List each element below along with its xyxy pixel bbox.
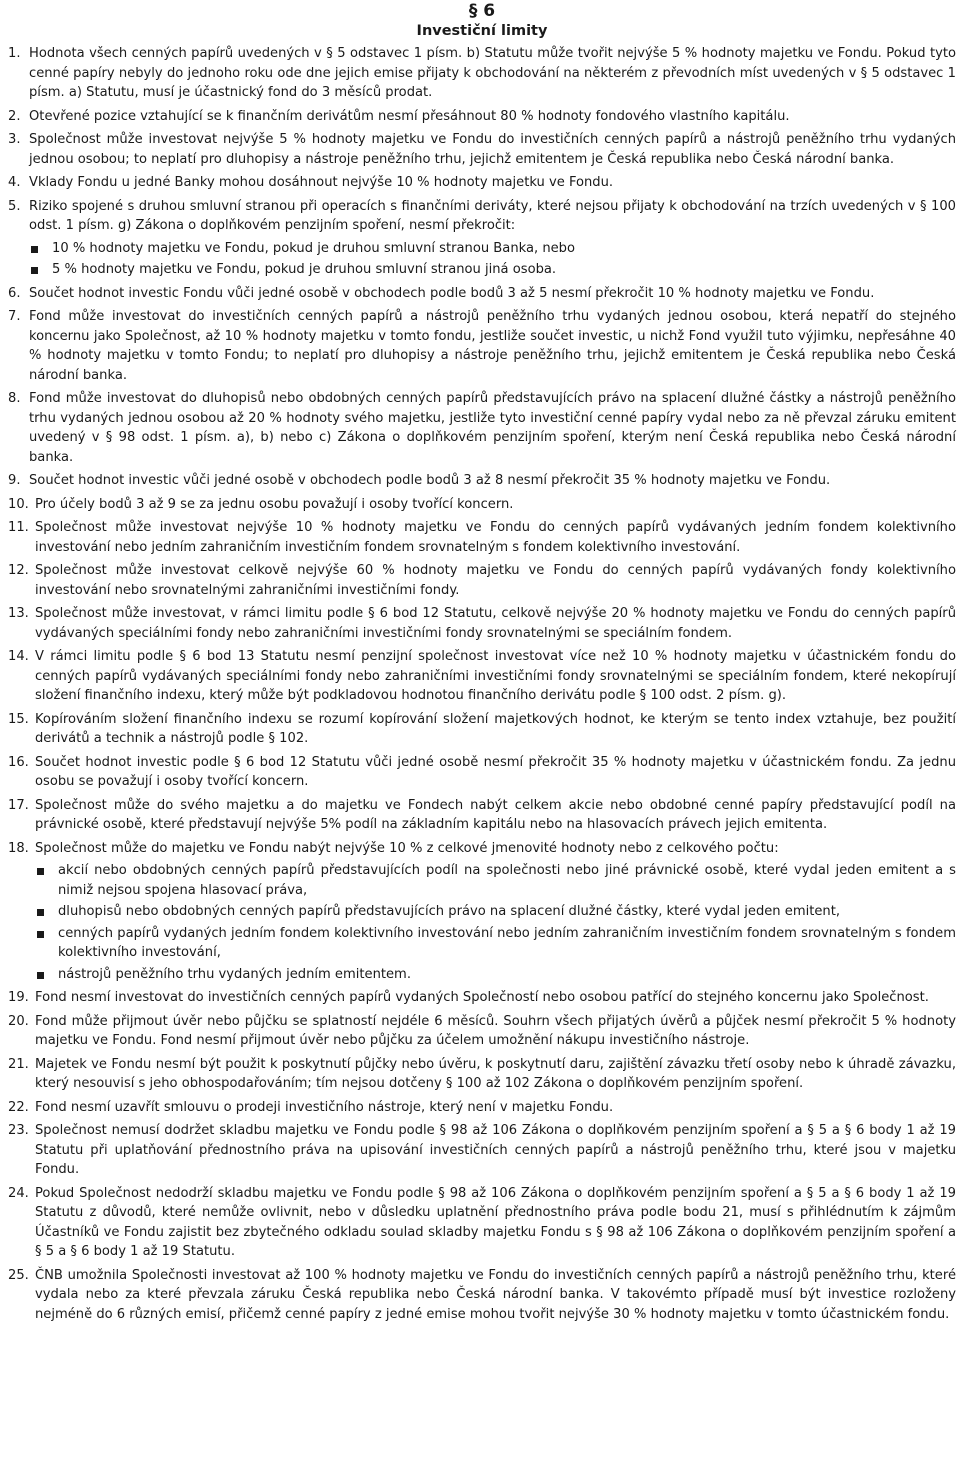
item-text: Kopírováním složení finančního indexu se rozumí kopírování složení majetkových hodnot, ke kterým se tento index vztahuje, bez použití derivátů a technik a nástrojů podle § 102. bbox=[35, 711, 956, 746]
bullet-list bbox=[29, 239, 956, 280]
item-number: 13. bbox=[8, 606, 29, 621]
item-number: 17. bbox=[8, 797, 29, 813]
item-body bbox=[35, 988, 956, 1008]
item-number: 21. bbox=[8, 1056, 29, 1072]
item-text: Součet hodnot investic podle § 6 bod 12 Statutu vůči jedné osobě nesmí překročit 35 % hodnoty majetku v účastnickém fondu. Za jednu osobu se považují i osoby tvořící koncern. bbox=[35, 754, 956, 789]
item-body bbox=[35, 495, 956, 515]
item-body bbox=[35, 1098, 956, 1118]
square-bullet-icon bbox=[37, 909, 44, 916]
item-number: 20. bbox=[8, 1013, 29, 1029]
list-item bbox=[8, 130, 956, 169]
bullet-text: cenných papírů vydaných jedním fondem kolektivního investování nebo jedním zahraničním investičním fondem srovnatelným s fondem kolektivního investování, bbox=[58, 925, 956, 960]
item-number: 5. bbox=[8, 198, 21, 214]
list-item bbox=[8, 197, 956, 280]
item-text: Pokud Společnost nedodrží skladbu majetku ve Fondu podle § 98 až 106 Zákona o doplňkovém penzijním spoření a § 5 a § 6 body 1 až 19 Statutu z důvodů, které nemůže ovlivnit, nebo v důsledku uplatnění přednostního práva podle bodu 21, musí s přihlédnutím k zájmům Účastníků ve Fondu zajistit bez zbytečného odkladu soulad skladby majetku Fondu s § 98 až 106 Zákona o doplňkovém penzijním spoření a § 5 a § 6 body 1 až 19 Statutu. bbox=[35, 1185, 956, 1259]
item-number: 3. bbox=[8, 132, 21, 147]
bullet-item bbox=[35, 861, 956, 900]
item-body bbox=[35, 710, 956, 749]
list-item bbox=[8, 107, 956, 127]
item-body bbox=[35, 1184, 956, 1262]
item-number: 15. bbox=[8, 711, 29, 727]
item-number: 4. bbox=[8, 175, 21, 190]
bullet-item bbox=[29, 239, 956, 259]
item-text: Společnost může investovat celkově nejvýše 60 % hodnoty majetku ve Fondu do cenných papírů vydávaných fondy kolektivního investování nebo srovnatelnými zahraničními investičními fondy. bbox=[35, 563, 956, 598]
item-text: Vklady Fondu u jedné Banky mohou dosáhnout nejvýše 10 % hodnoty majetku ve Fondu. bbox=[29, 175, 614, 190]
item-text: Fond může investovat do dluhopisů nebo obdobných cenných papírů představujících právo na splacení dlužné částky a nástrojů peněžního trhu vydaných jednou osobou až 20 % hodnoty svého majetku, jestliže tyto investiční cenné papíry vydal nebo za ně převzal záruku emitent uvedený v § 98 odst. 1 písm. a), b) nebo c) Zákona o doplňkovém penzijním spoření, kterým není Česká republika nebo Česká národní banka. bbox=[29, 391, 956, 465]
item-number: 10. bbox=[8, 496, 29, 512]
item-text: Společnost může do svého majetku a do majetku ve Fondech nabýt celkem akcie nebo obdobné cenné papíry představující podíl na právnické osobě, které představují nejvýše 5% podíl na základním kapitálu nebo na hlasovacích právech jejich emitenta. bbox=[35, 797, 956, 832]
item-body bbox=[35, 1012, 956, 1051]
item-text: Fond může přijmout úvěr nebo půjčku se splatností nejdéle 6 měsíců. Souhrn všech přijatých úvěrů a půjček nesmí překročit 5 % hodnoty majetku ve Fondu. Fond nesmí přijmout úvěr nebo půjčku za účelem umožnění nákupu investičního nástroje. bbox=[35, 1013, 956, 1048]
list-item bbox=[8, 753, 956, 792]
item-body bbox=[35, 647, 956, 706]
list-item bbox=[8, 1098, 956, 1118]
item-number: 25. bbox=[8, 1267, 29, 1283]
list-item bbox=[8, 284, 956, 304]
item-number: 23. bbox=[8, 1123, 29, 1138]
list-item bbox=[8, 44, 956, 103]
item-body bbox=[35, 1266, 956, 1325]
item-body bbox=[29, 107, 956, 127]
item-body bbox=[35, 1121, 956, 1180]
section-number: § 6 bbox=[468, 1, 496, 21]
item-text: Fond nesmí uzavřít smlouvu o prodeji investičního nástroje, který není v majetku Fondu. bbox=[35, 1099, 614, 1115]
list-item bbox=[8, 173, 956, 193]
item-number: 9. bbox=[8, 473, 21, 488]
item-number: 14. bbox=[8, 649, 29, 664]
section-title: Investiční limity bbox=[416, 23, 548, 39]
list-item bbox=[8, 471, 956, 491]
item-text: Majetek ve Fondu nesmí být použit k poskytnutí půjčky nebo úvěru, k poskytnutí daru, zajištění závazku třetí osoby nebo k úhradě závazku, který nesouvisí s jeho obhospodařováním; tím nejsou dotčeny § 100 až 102 Zákona o doplňkovém penzijním spoření. bbox=[35, 1056, 956, 1091]
bullet-text: nástrojů peněžního trhu vydaných jedním emitentem. bbox=[58, 966, 411, 982]
item-text: Fond nesmí investovat do investičních cenných papírů vydaných Společností nebo osobou patřící do stejného koncernu jako Společnost. bbox=[35, 990, 929, 1005]
item-text: Společnost může investovat, v rámci limitu podle § 6 bod 12 Statutu, celkově nejvýše 20 % hodnoty majetku ve Fondu do cenných papírů vydávaných speciálními fondy nebo zahraničními investičními fondy srovnatelnými se speciálním fondem. bbox=[35, 606, 956, 641]
list-item bbox=[8, 647, 956, 706]
list-item bbox=[8, 1121, 956, 1180]
list-item bbox=[8, 307, 956, 385]
square-bullet-icon bbox=[37, 972, 44, 979]
item-body bbox=[29, 130, 956, 169]
square-bullet-icon bbox=[31, 246, 38, 253]
square-bullet-icon bbox=[37, 931, 44, 938]
section-header bbox=[8, 0, 956, 40]
bullet-item bbox=[35, 965, 956, 985]
bullet-item bbox=[29, 260, 956, 280]
list-item bbox=[8, 604, 956, 643]
list-item bbox=[8, 389, 956, 467]
item-text: ČNB umožnila Společnosti investovat až 100 % hodnoty majetku ve Fondu do investičních cenných papírů a nástrojů peněžního trhu, které vydala nebo za které převzala záruku Česká republika nebo Česká národní banka. V takovémto případě musí být investice rozloženy nejméně do 6 různých emisí, přičemž cenné papíry z jedné emise mohou tvořit nejvýše 30 % hodnoty majetku v tomto účastnickém fondu. bbox=[35, 1267, 956, 1322]
item-number: 6. bbox=[8, 285, 21, 301]
list-item bbox=[8, 1055, 956, 1094]
bullet-item bbox=[35, 902, 956, 922]
list-item bbox=[8, 561, 956, 600]
item-text: Otevřené pozice vztahující se k finančním derivátům nesmí přesáhnout 80 % hodnoty fondového vlastního kapitálu. bbox=[29, 108, 790, 124]
item-text: Hodnota všech cenných papírů uvedených v § 5 odstavec 1 písm. b) Statutu může tvořit nejvýše 5 % hodnoty majetku ve Fondu. Pokud tyto cenné papíry nebyly do jednoho roku ode dne jejich emise přijaty k obchodování na některém z převodních míst uvedených v § 5 odstavec 1 písm. a) Statutu, musí je účastnický fond do 3 měsíců prodat. bbox=[29, 46, 956, 100]
item-text: Společnost nemusí dodržet skladbu majetku ve Fondu podle § 98 až 106 Zákona o doplňkovém penzijním spoření a § 5 a § 6 body 1 až 19 Statutu při uplatňování přednostního práva na upisování investičních cenných papírů a nástrojů peněžního trhu, které jsou v majetku Fondu. bbox=[35, 1123, 956, 1177]
item-number: 12. bbox=[8, 563, 29, 578]
square-bullet-icon bbox=[31, 267, 38, 274]
item-text: Riziko spojené s druhou smluvní stranou při operacích s finančními deriváty, které nejsou přijaty k obchodování na trzích uvedených v § 100 odst. 1 písm. g) Zákona o doplňkovém penzijním spoření, nesmí překročit: bbox=[29, 198, 956, 233]
list-item bbox=[8, 1266, 956, 1325]
item-number: 18. bbox=[8, 840, 29, 856]
item-number: 24. bbox=[8, 1185, 29, 1201]
item-number: 1. bbox=[8, 46, 21, 61]
item-body bbox=[35, 604, 956, 643]
item-body bbox=[29, 44, 956, 103]
item-text: Součet hodnot investic vůči jedné osobě v obchodech podle bodů 3 až 8 nesmí překročit 35 % hodnoty majetku ve Fondu. bbox=[29, 473, 831, 488]
list-item bbox=[8, 796, 956, 835]
item-text: Fond může investovat do investičních cenných papírů a nástrojů peněžního trhu vydaných jednou osobou, která nepatří do stejného koncernu jako Společnost, až 10 % hodnoty majetku v tomto fondu, jestliže součet investic, u nichž Fond využil tuto výjimku, nepřesáhne 40 % hodnoty majetku v tomto Fondu; to neplatí pro dluhopisy a nástroje peněžního trhu, jejichž emitentem je Česká republika nebo Česká národní banka. bbox=[29, 309, 956, 383]
item-number: 2. bbox=[8, 108, 21, 124]
item-body bbox=[35, 753, 956, 792]
item-text: V rámci limitu podle § 6 bod 13 Statutu nesmí penzijní společnost investovat více než 10 % hodnoty majetku v účastnickém fondu do cenných papírů vydávaných speciálními fondy nebo zahraničními investičními fondy srovnatelnými se speciálním fondem, které nekopírují složení finančního indexu, který může být podkladovou hodnotou finančního derivátu podle § 100 odst. 2 písm. g). bbox=[35, 649, 956, 703]
bullet-text: dluhopisů nebo obdobných cenných papírů představujících právo na splacení dlužné částky, které vydal jeden emitent, bbox=[58, 904, 841, 919]
bullet-list bbox=[35, 861, 956, 984]
bullet-text: 5 % hodnoty majetku ve Fondu, pokud je druhou smluvní stranou jiná osoba. bbox=[52, 262, 557, 277]
item-text: Společnost může investovat nejvýše 10 % hodnoty majetku ve Fondu do cenných papírů vydávaných jedním fondem kolektivního investování nebo jedním zahraničním investičním fondem srovnatelným s fondem kolektivního investování. bbox=[35, 520, 956, 555]
item-text: Společnost může do majetku ve Fondu nabýt nejvýše 10 % z celkové jmenovité hodnoty nebo z celkového počtu: bbox=[35, 840, 779, 856]
item-text: Společnost může investovat nejvýše 5 % hodnoty majetku ve Fondu do investičních cenných papírů a nástrojů peněžního trhu vydaných jednou osobou; to neplatí pro dluhopisy a nástroje peněžního trhu, jejichž emitentem je Česká republika nebo Česká národní banka. bbox=[29, 132, 956, 167]
limits-list bbox=[8, 44, 956, 1324]
item-number: 8. bbox=[8, 391, 21, 406]
item-number: 16. bbox=[8, 754, 29, 770]
item-body bbox=[29, 389, 956, 467]
bullet-item bbox=[35, 924, 956, 963]
item-number: 11. bbox=[8, 520, 29, 535]
list-item bbox=[8, 1184, 956, 1262]
item-text: Součet hodnot investic Fondu vůči jedné osobě v obchodech podle bodů 3 až 5 nesmí překročit 10 % hodnoty majetku ve Fondu. bbox=[29, 285, 875, 301]
item-body bbox=[35, 839, 956, 985]
list-item bbox=[8, 1012, 956, 1051]
item-body bbox=[29, 284, 956, 304]
item-body bbox=[29, 471, 956, 491]
item-body bbox=[35, 1055, 956, 1094]
item-number: 19. bbox=[8, 990, 29, 1005]
list-item bbox=[8, 518, 956, 557]
item-body bbox=[35, 518, 956, 557]
item-body bbox=[35, 561, 956, 600]
item-text: Pro účely bodů 3 až 9 se za jednu osobu považují i osoby tvořící koncern. bbox=[35, 496, 514, 512]
list-item bbox=[8, 710, 956, 749]
item-body bbox=[29, 173, 956, 193]
item-number: 7. bbox=[8, 309, 21, 324]
item-number: 22. bbox=[8, 1099, 29, 1115]
list-item bbox=[8, 988, 956, 1008]
item-body bbox=[29, 307, 956, 385]
list-item bbox=[8, 839, 956, 985]
bullet-text: akcií nebo obdobných cenných papírů představujících podíl na společnosti nebo jiné právnické osobě, které vydal jeden emitent a s nimiž nejsou spojena hlasovací práva, bbox=[58, 863, 956, 898]
bullet-text: 10 % hodnoty majetku ve Fondu, pokud je druhou smluvní stranou Banka, nebo bbox=[52, 240, 575, 256]
item-body bbox=[29, 197, 956, 280]
list-item bbox=[8, 495, 956, 515]
square-bullet-icon bbox=[37, 868, 44, 875]
item-body bbox=[35, 796, 956, 835]
